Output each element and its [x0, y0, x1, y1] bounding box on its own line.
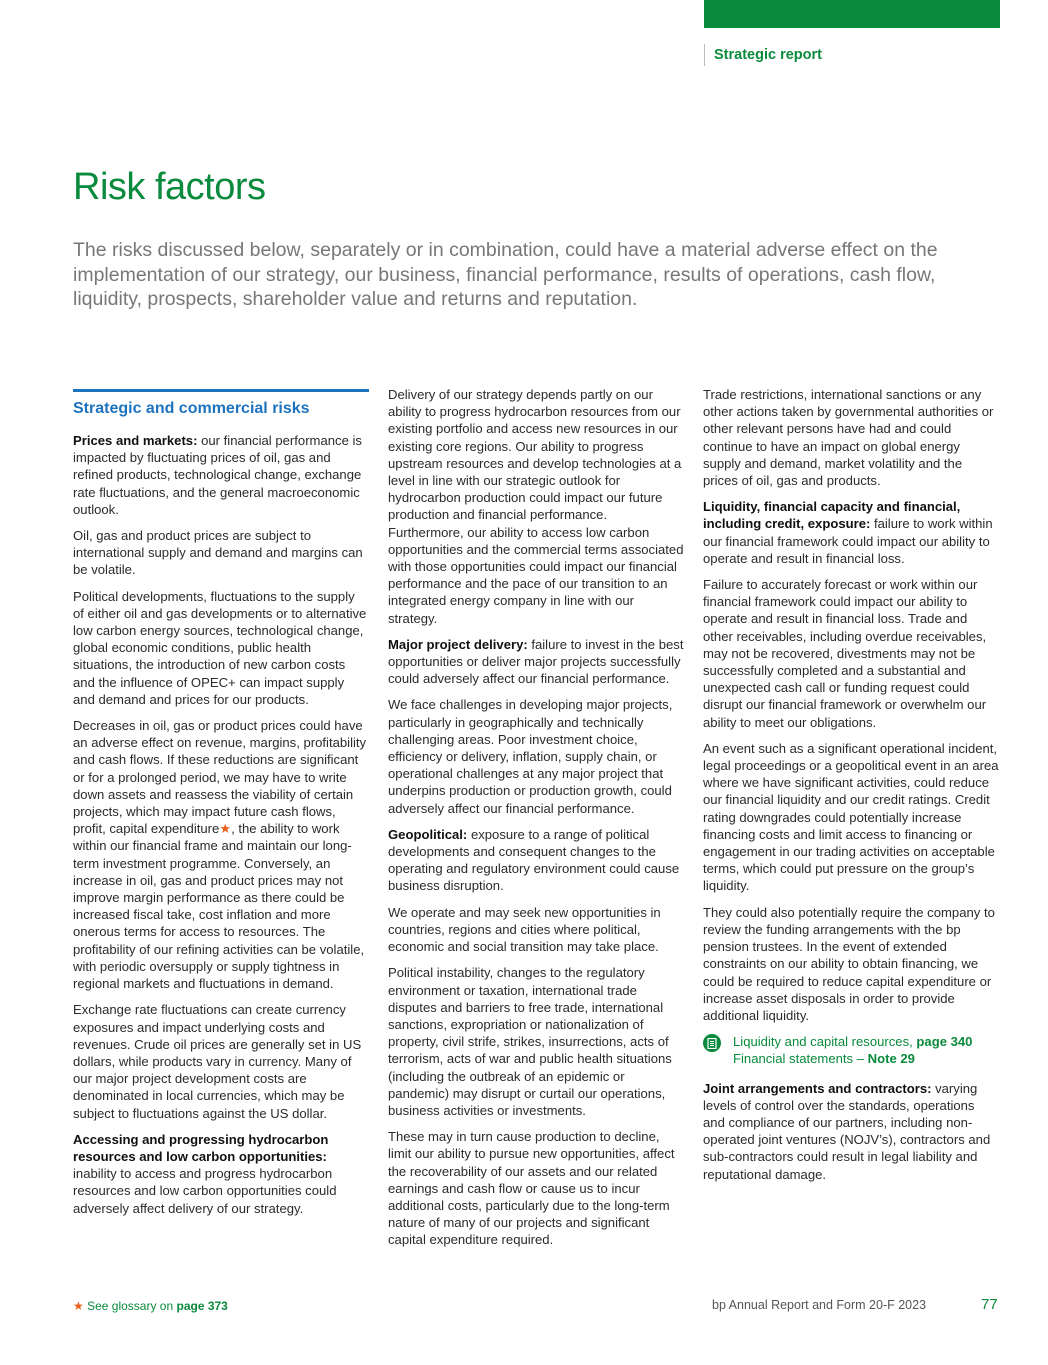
- risk-title: Geopolitical:: [388, 826, 468, 842]
- document-icon: [703, 1034, 721, 1052]
- report-name: bp Annual Report and Form 20-F 2023: [712, 1298, 927, 1312]
- column-1: [73, 386, 369, 1226]
- paragraph: Failure to accurately forecast or work within our financial framework could impact our ability to operate and result in financial loss. Trade and other receivables, including overdue receivables, may not be recovered, divestments may not be successfully completed and a substantial and unexpected cash call or funding request could disrupt our financial framework or overwhelm our ability to meet our obligations.: [703, 577, 987, 730]
- risk-title: Prices and markets:: [73, 433, 198, 448]
- paragraph-liquidity: Liquidity, financial capacity and financial, including credit, exposure: failure to work within our financial framework could impact our ability to operate and result in financial loss.: [703, 499, 993, 566]
- header-accent-bar: [704, 0, 1000, 28]
- glossary-link[interactable]: ★ See glossary on page 373: [73, 1299, 228, 1313]
- page-title: Risk factors: [73, 166, 266, 208]
- glossary-star-icon: ★: [73, 1299, 84, 1313]
- paragraph: They could also potentially require the company to review the funding arrangements with the bp pension trustees. In the event of extended constraints on our ability to obtain financing, we could be required to reduce capital expenditure or increase asset disposals in order to provide additional liquidity.: [703, 904, 995, 1023]
- page-number: 77: [981, 1296, 998, 1313]
- paragraph-major-project-delivery: Major project delivery: failure to invest in the best opportunities or deliver major projects successfully could adversely affect our financial performance.: [388, 636, 684, 687]
- paragraph-prices-and-markets: Prices and markets: our financial performance is impacted by fluctuating prices of oil, gas and refined products, technological change, exchange rate fluctuations, and the general macroeconomic outlook.: [73, 433, 362, 517]
- link-liquidity-capital-resources[interactable]: Liquidity and capital resources, page 340: [733, 1034, 973, 1050]
- column-2: [388, 386, 684, 1258]
- paragraph: Political instability, changes to the regulatory environment or taxation, international trade disputes and barriers to free trade, international sanctions, expropriation or nationalization of property, civil strife, strikes, insurrections, acts of terrorism, acts of war and public health situations (including the outbreak of an epidemic or pandemic) may disrupt or curtail our operations, business activities or investments.: [388, 965, 672, 1118]
- section-heading-block: [73, 389, 369, 419]
- paragraph: Political developments, fluctuations to the supply of either oil and gas developments or to alternative low carbon energy sources, technological change, global economic conditions, public health situations, the introduction of new carbon costs and the influence of OPEC+ can impact supply and demand and prices for our products.: [73, 588, 367, 707]
- paragraph: Trade restrictions, international sanctions or any other actions taken by governmental authorities or other relevant persons have had and could continue to have an impact on global energy supply and demand, market volatility and the prices of oil, gas and products.: [703, 387, 994, 489]
- risk-title: Liquidity, financial capacity and financial, including credit, exposure:: [703, 499, 961, 532]
- cross-reference-links: [733, 1033, 972, 1067]
- paragraph: Decreases in oil, gas or product prices could have an adverse effect on revenue, margins, profitability and cash flows. If these reductions are significant or for a prolonged period, we may have to write down assets and reassess the viability of certain projects, which may impact future cash flows, profit, capital expenditure★, the ability to work within our financial frame and maintain our long-term investment programme. Conversely, an increase in oil, gas and product prices may not improve margin performance as there could be increased fiscal take, cost inflation and more onerous terms for access to resources. The profitability of our refining activities can be volatile, with periodic oversupply or supply tightness in regional markets and fluctuations in demand.: [73, 718, 367, 992]
- glossary-star-icon[interactable]: ★: [219, 821, 232, 837]
- paragraph: Oil, gas and product prices are subject to international supply and demand and margins can be volatile.: [73, 528, 363, 578]
- section-heading: Strategic and commercial risks: [73, 400, 310, 417]
- paragraph-accessing-resources: Accessing and progressing hydrocarbon resources and low carbon opportunities: inability to access and progress hydrocarbon resources and low carbon opportunities could adversely affect delivery of our strategy.: [73, 1131, 337, 1216]
- paragraph-geopolitical: Geopolitical: exposure to a range of political developments and consequent changes to the operating and regulatory environment could cause business disruption.: [388, 826, 680, 894]
- risk-title: Major project delivery:: [388, 636, 528, 652]
- cross-references: [703, 1033, 999, 1067]
- intro-paragraph: The risks discussed below, separately or in combination, could have a material adverse effect on the implementation of our strategy, our business, financial performance, results of operations, cash flow, liquidity, prospects, shareholder value and returns and reputation.: [73, 239, 938, 310]
- paragraph: These may in turn cause production to decline, limit our ability to pursue new opportunities, affect the recoverability of our assets and our related earnings and cash flow or cause us to incur additional costs, particularly due to the long-term nature of many of our projects and significant capital expenditure required.: [388, 1129, 675, 1248]
- risk-title: Accessing and progressing hydrocarbon resources and low carbon opportunities:: [73, 1131, 329, 1164]
- paragraph: Delivery of our strategy depends partly on our ability to progress hydrocarbon resources from our existing portfolio and access new resources in our existing core regions. Our ability to progress upstream resources and develop technologies at a level in line with our strategic outlook for hydrocarbon production could impact our future production and financial performance. Furthermore, our ability to access low carbon opportunities and the commercial terms associated with those opportunities could impact our financial performance and the pace of our transition to an integrated energy company in line with our strategy.: [388, 387, 684, 626]
- risk-title: Joint arrangements and contractors:: [703, 1080, 932, 1096]
- section-label: Strategic report: [704, 44, 822, 66]
- paragraph: An event such as a significant operational incident, legal proceedings or a geopolitical event in an area where we have significant activities, could reduce our financial liquidity and our credit ratings. Credit rating downgrades could potentially increase financing costs and limit access to financing or engagement in our trading activities on acceptable terms, which could put pressure on the group’s liquidity.: [703, 740, 999, 894]
- paragraph-joint-arrangements: Joint arrangements and contractors: varying levels of control over the standards, operations and compliance of our partners, including non-operated joint ventures (NOJV’s), contractors and sub-contractors could result in legal liability and reputational damage.: [703, 1080, 991, 1182]
- paragraph: We operate and may seek new opportunities in countries, regions and cities where political, economic and social transition may take place.: [388, 904, 661, 955]
- paragraph: We face challenges in developing major projects, particularly in geographically and technically challenging areas. Poor investment choice, efficiency or delivery, inflation, supply chain, or operational challenges at any major project that underpins production or production growth, could adversely affect our financial performance.: [388, 697, 673, 816]
- link-financial-statements-note[interactable]: Financial statements – Note 29: [733, 1051, 915, 1067]
- paragraph: Exchange rate fluctuations can create currency exposures and impact underlying costs and revenues. Crude oil prices are generally set in US dollars, while products vary in currency. Many of our major project development costs are denominated in local currencies, which may be subject to fluctuations against the US dollar.: [73, 1002, 362, 1121]
- column-3: [703, 386, 999, 1192]
